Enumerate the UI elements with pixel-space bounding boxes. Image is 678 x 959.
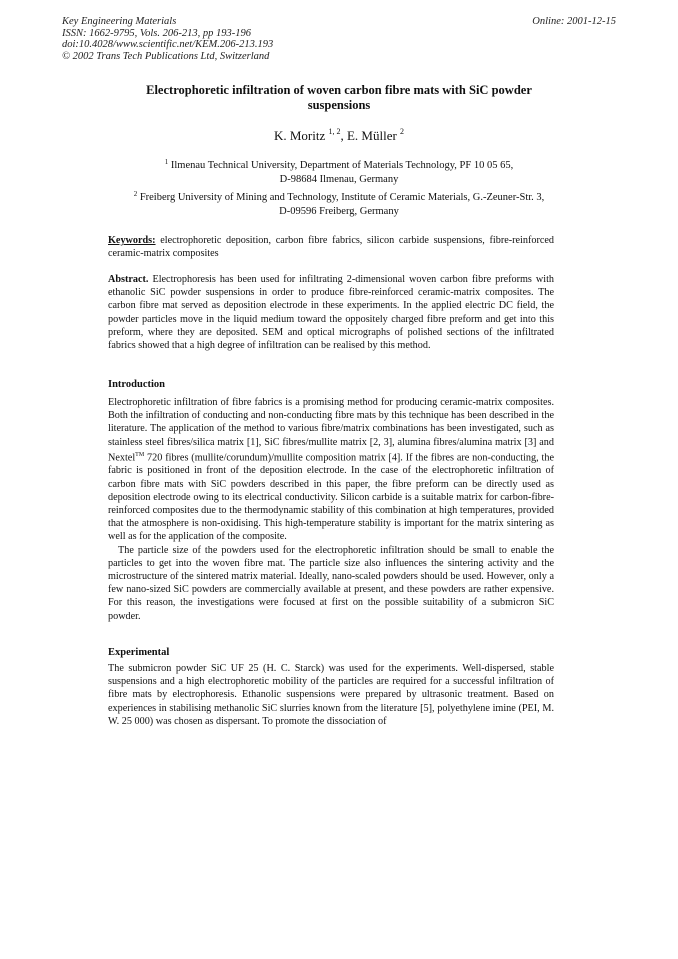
affiliation-2 xyxy=(90,187,588,219)
issn-line: ISSN: 1662-9795, Vols. 206-213, pp 193-196 xyxy=(62,27,251,39)
keywords xyxy=(108,234,554,260)
experimental-body xyxy=(108,662,554,728)
author-line xyxy=(0,127,678,144)
introduction-body xyxy=(108,396,554,623)
author-2: E. Müller xyxy=(346,128,397,143)
introduction-p1-part-a: Electrophoretic infiltration of fibre fabrics is a promising method for producing ceramic-matrix composites. Both the infiltration of conducting and non-conducting fibre mats by this technique has been described in the literature. The application of the method to various fibre/matrix combinations has been investigated, such as stainless steel fibres/silica matrix [1], SiC fibres/mullite matrix [2, 3], alumina fibres/alumina matrix [3] and Nextel xyxy=(108,397,554,464)
journal-name: Key Engineering Materials xyxy=(62,16,177,27)
copyright-line: © 2002 Trans Tech Publications Ltd, Switzerland xyxy=(62,50,270,62)
abstract xyxy=(108,273,554,352)
affiliation-1-number: 1 xyxy=(164,158,169,166)
experimental-paragraph-1: The submicron powder SiC UF 25 (H. C. Starck) was used for the experiments. Well-dispersed, stable suspensions and a high electrophoretic mobility of the particles are required for a successful infiltration of fibre mats by electrophoresis. Ethanolic suspensions were prepared by ultrasonic treatment. Based on experiences in stabilising methanolic SiC slurries known from the literature [5], polyethylene imine (PEI, M. W. 25 000) was chosen as dispersant. To promote the dissociation of xyxy=(108,663,554,727)
author-1-affiliation: 1, 2 xyxy=(328,127,341,136)
introduction-heading: Introduction xyxy=(108,379,165,390)
affiliation-2-line-2: D-09596 Freiberg, Germany xyxy=(279,206,399,217)
introduction-paragraph-1 xyxy=(108,396,554,544)
abstract-text: Electrophoresis has been used for infiltrating 2-dimensional woven carbon fibre preforms with ethanolic SiC powder suspensions in order to produce fibre-reinforced ceramic-matrix composites. The carbon fibre mat served as deposition electrode in these experiments. In the applied electric DC field, the powder particles move in the liquid medium toward the oppositely charged fibre preform and get into this preform, where they are deposited. SEM and optical micrographs of polished sections of the infiltrated fabrics showed that a high degree of infiltration can be realised by this method. xyxy=(108,274,554,352)
keywords-text: electrophoretic deposition, carbon fibre fabrics, silicon carbide suspensions, fibre-reinforced ceramic-matrix composites xyxy=(108,235,555,260)
keywords-label: Keywords: xyxy=(108,235,156,246)
introduction-p1-part-b: 720 fibres (mullite/corundum)/mullite composition matrix [4]. If the fibres are non-conducting, the fabric is positioned in front of the deposition electrode. In the case of the electrophoretic infiltration of carbon fibre mats with SiC powders described in this paper, the fibre preform can be directly used as deposition electrode owing to its electrical conductivity. Silicon carbide is a suitable matrix for carbon-fibre-reinforced composites due to the thermodynamic stability of this combination at high temperatures, provided that the atmosphere is non-oxidising. This high-temperature stability is important for the matrix sintering as well as for the application of the composite. xyxy=(108,452,554,543)
affiliation-1-line-2: D-98684 Ilmenau, Germany xyxy=(279,174,399,185)
author-separator: , xyxy=(340,128,347,143)
introduction-paragraph-2: The particle size of the powders used for the electrophoretic infiltration should be small to enable the particles to get into the woven fibre mat. The particle size also influences the sintering activity and the microstructure of the sintered matrix material. Ideally, nano-scaled powders should be used. However, only a few nano-sized SiC powders are commercially available at present, and these powders are rather expensive. For this reason, the investigations were focused at first on the possible suitability of a submicron SiC powder. xyxy=(108,544,554,622)
trademark-mark: TM xyxy=(135,451,145,458)
affiliation-1-line-1: Ilmenau Technical University, Department of Materials Technology, PF 10 05 65, xyxy=(170,160,514,171)
author-1: K. Moritz xyxy=(273,128,326,143)
doi-line: doi:10.4028/www.scientific.net/KEM.206-213.193 xyxy=(62,39,274,50)
abstract-label: Abstract. xyxy=(108,274,149,285)
author-2-affiliation: 2 xyxy=(400,127,405,136)
affiliation-1 xyxy=(90,155,588,187)
experimental-heading: Experimental xyxy=(108,647,170,658)
affiliation-2-number: 2 xyxy=(133,190,138,198)
journal-header xyxy=(62,16,273,62)
title-line-1: Electrophoretic infiltration of woven carbon fibre mats with SiC powder xyxy=(146,83,532,97)
affiliation-2-line-1: Freiberg University of Mining and Technology, Institute of Ceramic Materials, G.-Zeuner-Str. 3, xyxy=(139,192,545,203)
paper-title xyxy=(110,83,568,113)
title-line-2: suspensions xyxy=(307,98,371,112)
online-date: Online: 2001-12-15 xyxy=(532,16,616,27)
